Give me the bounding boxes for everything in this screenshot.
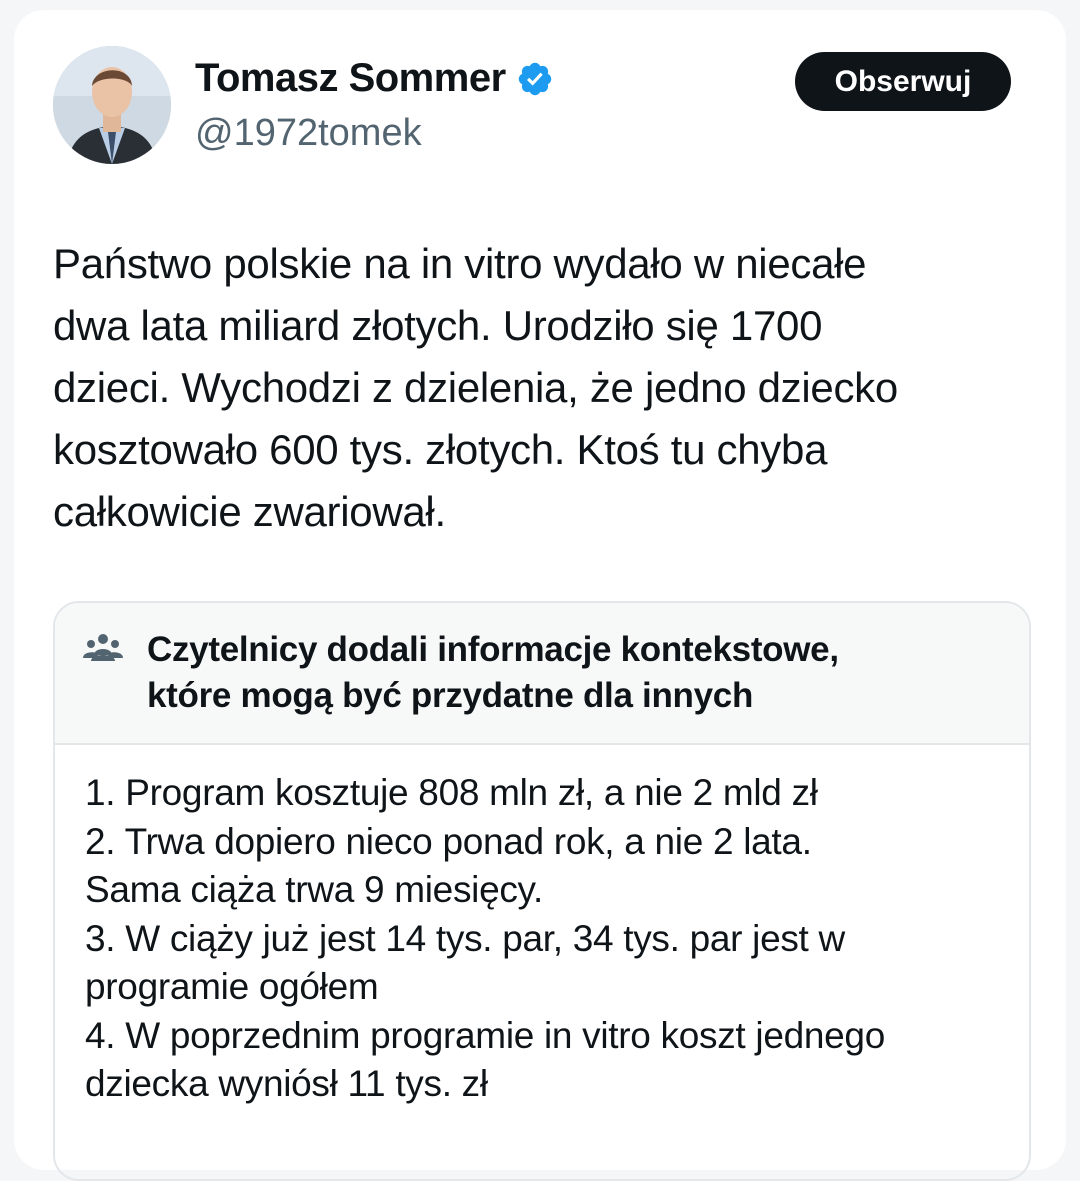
tweet-text-line: całkowicie zwariował. <box>53 488 446 535</box>
avatar-photo <box>53 46 171 164</box>
community-note-body-line: dziecka wyniósł 11 tys. zł <box>85 1063 488 1104</box>
tweet-text <box>53 233 1043 543</box>
follow-button[interactable]: Obserwuj <box>795 52 1011 111</box>
tweet-text-line: dwa lata miliard złotych. Urodziło się 1700 <box>53 302 823 349</box>
author-name[interactable] <box>195 56 554 101</box>
community-note-body-line: 1. Program kosztuje 808 mln zł, a nie 2 mld zł <box>85 772 818 813</box>
community-note-title-line: które mogą być przydatne dla innych <box>147 676 754 715</box>
author-handle[interactable]: @1972tomek <box>195 112 422 154</box>
author-name-text[interactable]: Tomasz Sommer <box>195 56 506 100</box>
community-note-body-line: 2. Trwa dopiero nieco ponad rok, a nie 2 lata. <box>85 820 812 862</box>
community-note-body <box>85 769 885 1109</box>
tweet-text-line: dzieci. Wychodzi z dzielenia, że jedno dziecko <box>53 364 898 411</box>
community-note-title <box>147 627 839 719</box>
tweet-text-line: Państwo polskie na in vitro wydało w niecałe <box>53 240 867 287</box>
community-note-body-line: programie ogółem <box>85 966 379 1007</box>
community-note <box>53 601 1031 1181</box>
community-note-header[interactable] <box>55 603 1029 745</box>
community-note-body-line: 4. W poprzednim programie in vitro koszt jednego <box>85 1014 885 1056</box>
tweet-text-line: kosztowało 600 tys. złotych. Ktoś tu chyba <box>53 426 828 473</box>
community-notes-icon <box>83 631 123 665</box>
community-note-body-line: 3. W ciąży już jest 14 tys. par, 34 tys. par jest w <box>85 917 845 959</box>
community-note-body-line: Sama ciąża trwa 9 miesięcy. <box>85 869 543 910</box>
community-note-title-line: Czytelnicy dodali informacje kontekstowe, <box>147 630 839 669</box>
avatar[interactable] <box>53 46 171 164</box>
verified-badge-icon <box>516 60 554 98</box>
